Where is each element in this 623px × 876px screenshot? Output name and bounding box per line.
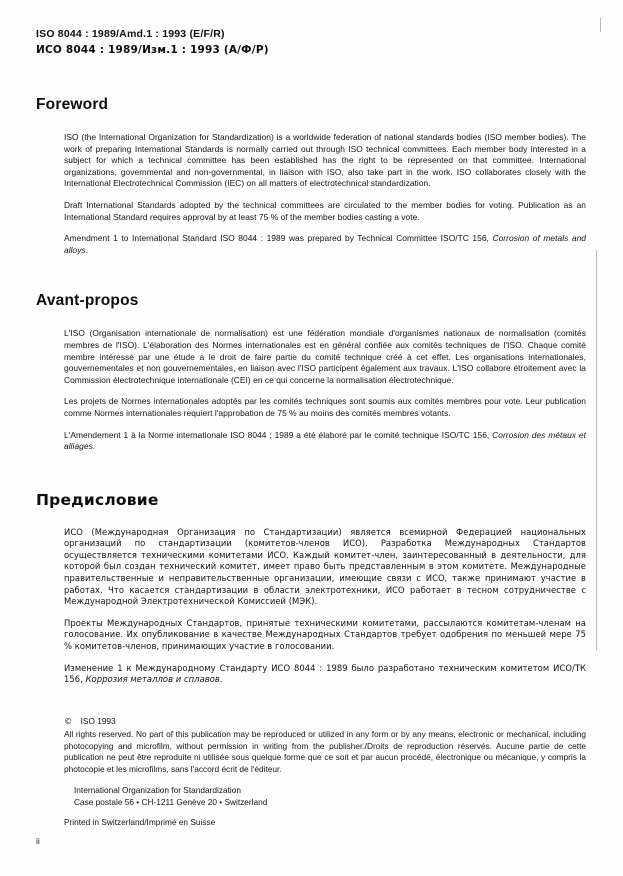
avant-propos-title: Avant-propos — [36, 292, 139, 310]
predislovie-paragraph-2: Проекты Международных Стандартов, принятые техническими комитетами, рассылаются комитетам-членам на голосование. Их опубликование в качестве Международных Стандартов требует одобрения по меньшей мере 75 % комитетов-членов, принимающих участие в голосовании. — [64, 617, 586, 652]
copyright-block — [36, 716, 586, 828]
document-reference — [36, 26, 586, 58]
foreword-paragraph-2: Draft International Standards adopted by the technical committees are circulated to the member bodies for voting. Publication as an International Standard requires approval by at least 75 % of the member bodies casting a vote. — [64, 199, 586, 222]
avant-propos-paragraph-3 — [64, 430, 586, 453]
avant-propos-paragraph-1: L'ISO (Organisation internationale de normalisation) est une fédération mondiale d'organismes nationaux de normalisation (comités membres de l'ISO). L'élaboration des Normes internationales est en général confiée aux comités techniques de l'ISO. Chaque comité membre intéressé par une étude a le droit de faire partie du comité technique créé à cet effet. Les organisations internationales, gouvernementales et non gouvernementales, en liaison avec l'ISO participent également aux travaux. L'ISO collabore étroitement avec la Commission électrotechnique internationale (CEI) en ce qui concerne la normalisation électrotechnique. — [64, 328, 586, 385]
copyright-owner-year: ISO 1993 — [80, 716, 116, 726]
page-content — [36, 26, 586, 686]
avant-propos-paragraph-2: Les projets de Normes internationales adoptés par les comités techniques sont soumis aux comités membres pour vote. Leur publication comme Normes internationales requiert l'approbation de 75 % au moins des comités membres votants. — [64, 396, 586, 418]
predislovie-paragraph-1: ИСО (Международная Организация по Стандартизации) является всемирной Федерацией национальных организаций по стандартизации (комитетов-членов ИСО). Разработка Международных Стандартов осуществляется техническими комитетами ИСО. Каждый комитет-член, заинтересованный в деятельности, для которой был создан технический комитет, имеет право быть представленным в этом комитете. Международные правительственные и неправительственные организации, имеющие связи с ИСО, также принимают участие в работах. Что касается стандартизации в области электротехники, ИСО работает в тесном сотрудничестве с Международной Электротехнической Комиссией (МЭК). — [64, 526, 586, 607]
avant-propos-paragraph-3-suffix: . — [92, 441, 96, 452]
predislovie-paragraph-3 — [64, 663, 586, 686]
copyright-line — [36, 716, 586, 727]
avant-propos-paragraph-3-prefix: L'Amendement 1 à la Norme internationale ISO 8044 : 1989 a été élaboré par le comité technique ISO/TC 156, — [64, 429, 493, 440]
printed-in-line: Printed in Switzerland/Imprimé en Suisse — [64, 817, 216, 828]
publisher-postal-address: Case postale 56 • CH-1211 Genève 20 • Switzerland — [74, 797, 268, 808]
document-reference-line-1: ISO 8044 : 1989/Amd.1 : 1993 (E/F/R) — [36, 28, 225, 40]
avant-propos-body — [36, 328, 586, 452]
foreword-title: Foreword — [36, 96, 109, 113]
predislovie-paragraph-3-italic: Коррозия металлов и сплавов — [85, 674, 220, 685]
copyright-symbol: © — [64, 716, 73, 726]
predislovie-paragraph-3-suffix: . — [219, 674, 223, 685]
foreword-body — [36, 132, 586, 256]
foreword-paragraph-3-prefix: Amendment 1 to International Standard ISO 8044 : 1989 was prepared by Technical Committee ISO/TC 156, — [64, 233, 493, 244]
predislovie-paragraph-3-prefix: Изменение 1 к Международному Стандарту ИСО 8044 : 1989 было разработано техническим комитетом ИСО/ТК 156, — [64, 662, 586, 685]
copyright-notice-text: All rights reserved. No part of this publication may be reproduced or utilized in any form or by any means, electronic or mechanical, including photocopying and microfilm, without permission in writing from the publisher./Droits de reproduction réservés. Aucune partie de cette publication ne peut être reproduite ni utilisée sous quelque forme que ce soit et par aucun procédé, électronique ou mécanique, y compris la photocopie et les microfilms, sans l'accord écrit de l'éditeur. — [64, 729, 586, 774]
document-reference-line-2: ИСО 8044 : 1989/Изм.1 : 1993 (А/Ф/Р) — [36, 44, 269, 56]
publisher-name: International Organization for Standardization — [74, 785, 241, 796]
publisher-address — [36, 784, 586, 808]
foreword-paragraph-3 — [64, 233, 586, 256]
foreword-paragraph-3-italic: Corrosion of metals and alloys — [64, 233, 586, 255]
avant-propos-paragraph-3-italic: Corrosion des métaux et alliages — [64, 429, 586, 452]
foreword-paragraph-3-suffix: . — [85, 244, 89, 255]
predislovie-title: Предисловие — [36, 490, 159, 509]
page-number: ii — [36, 836, 40, 846]
foreword-paragraph-1: ISO (the International Organization for Standardization) is a worldwide federation of national standards bodies (ISO member bodies). The work of preparing International Standards is normally carried out through ISO technical committees. Each member body interested in a subject for which a technical committee has been established has the right to be represented on that committee. International organizations, governmental and non-governmental, in liaison with ISO, also take part in the work. ISO collaborates closely with the International Electrotechnical Commission (IEC) on all matters of electrotechnical standardization. — [64, 132, 586, 189]
scan-edge-mark-right — [596, 250, 597, 650]
predislovie-body — [36, 527, 586, 686]
scan-edge-mark-top — [600, 18, 601, 32]
